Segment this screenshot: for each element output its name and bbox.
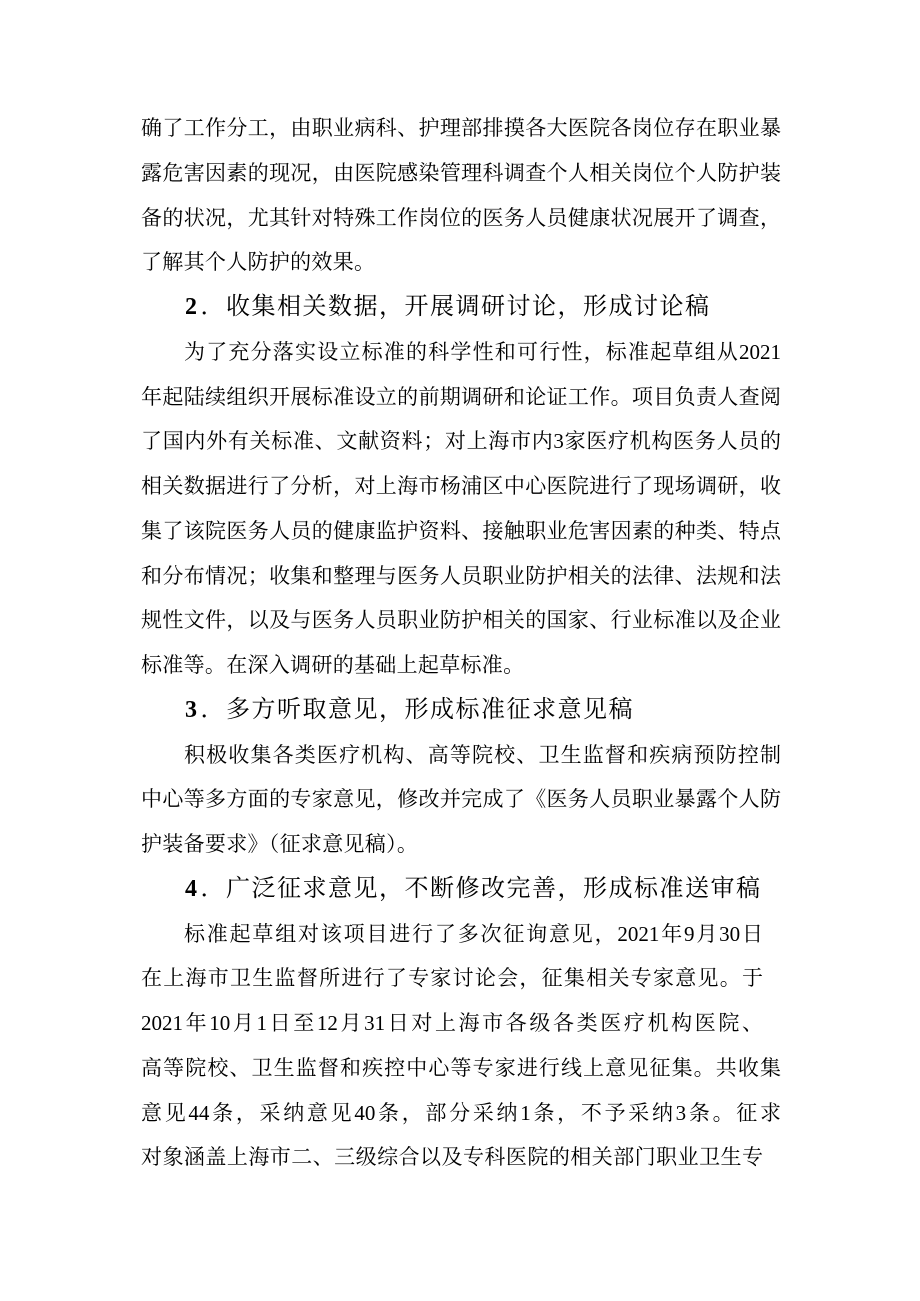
section-title: ．广泛征求意见，不断修改完善，形成标准送审稿 xyxy=(200,875,762,902)
text-line: 意见44条，采纳意见40条，部分采纳1条，不予采纳3条。征求 xyxy=(141,1100,781,1125)
text-line: 集了该院医务人员的健康监护资料、接触职业危害因素的种类、特点 xyxy=(141,518,781,543)
section-heading xyxy=(141,285,781,330)
text-line: 2021年10月1日至12月31日对上海市各级各类医疗机构医院、 xyxy=(141,1011,763,1035)
text-line: 和分布情况；收集和整理与医务人员职业防护相关的法律、法规和法 xyxy=(141,563,781,588)
text-line: 标准等。在深入调研的基础上起草标准。 xyxy=(141,653,525,677)
text-line: 对象涵盖上海市二、三级综合以及专科医院的相关部门职业卫生专 xyxy=(141,1145,763,1170)
text-line: 年起陆续组织开展标准设立的前期调研和论证工作。项目负责人查阅 xyxy=(141,384,781,409)
text-line: 高等院校、卫生监督和疾控中心等专家进行线上意见征集。共收集 xyxy=(141,1055,781,1080)
document-body xyxy=(141,106,781,1180)
text-line: 在上海市卫生监督所进行了专家讨论会，征集相关专家意见。于 xyxy=(141,966,763,991)
text-line: 护装备要求》（征求意见稿）。 xyxy=(141,832,419,856)
text-line: 规性文件，以及与医务人员职业防护相关的国家、行业标准以及企业 xyxy=(141,608,781,633)
section-heading xyxy=(141,688,781,733)
text-line: 确了工作分工，由职业病科、护理部排摸各大医院各岗位存在职业暴 xyxy=(141,116,781,140)
text-line: 中心等多方面的专家意见，修改并完成了《医务人员职业暴露个人防 xyxy=(141,787,781,812)
text-line: 积极收集各类医疗机构、高等院校、卫生监督和疾病预防控制 xyxy=(184,742,781,767)
section-number: 4 xyxy=(185,875,199,902)
section-number: 2 xyxy=(185,294,199,320)
text-line: 标准起草组对该项目进行了多次征询意见，2021年9月30日 xyxy=(184,921,763,946)
paragraph xyxy=(141,912,781,1181)
paragraph xyxy=(141,106,781,285)
text-line: 相关数据进行了分析，对上海市杨浦区中心医院进行了现场调研，收 xyxy=(141,474,781,498)
section-number: 3 xyxy=(185,696,199,723)
text-line: 了国内外有关标准、文献资料；对上海市内3家医疗机构医务人员的 xyxy=(141,429,781,454)
paragraph xyxy=(141,330,781,688)
text-line: 备的状况，尤其针对特殊工作岗位的医务人员健康状况展开了调查， xyxy=(141,205,781,230)
paragraph xyxy=(141,733,781,867)
section-title: ．多方听取意见，形成标准征求意见稿 xyxy=(200,696,634,723)
text-line: 为了充分落实设立标准的科学性和可行性，标准起草组从2021 xyxy=(184,339,781,364)
section-heading xyxy=(141,867,781,912)
text-line: 了解其个人防护的效果。 xyxy=(141,250,376,275)
text-line: 露危害因素的现况，由医院感染管理科调查个人相关岗位个人防护装 xyxy=(141,160,781,185)
section-title: ．收集相关数据，开展调研讨论，形成讨论稿 xyxy=(200,294,711,320)
